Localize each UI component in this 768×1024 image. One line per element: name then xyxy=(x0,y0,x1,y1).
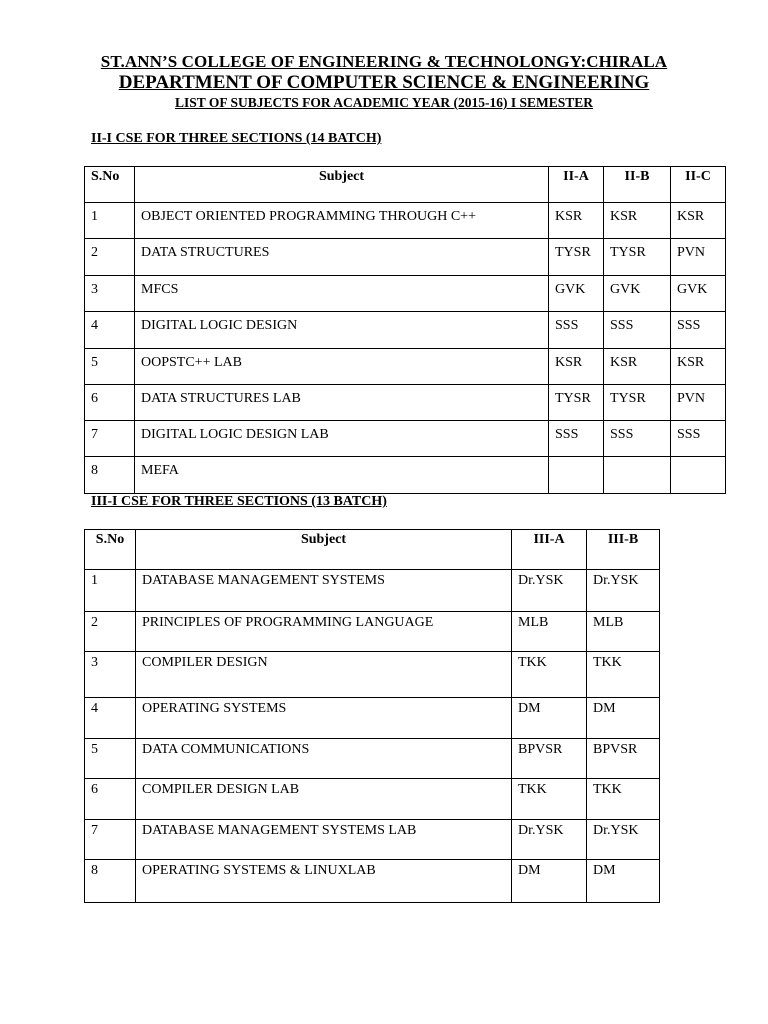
cell-faculty: TKK xyxy=(587,652,660,698)
cell-faculty: SSS xyxy=(549,421,604,457)
section1-table xyxy=(84,166,726,494)
cell-faculty: DM xyxy=(512,698,587,739)
cell-faculty: GVK xyxy=(604,276,671,312)
table-row xyxy=(85,385,726,421)
cell-faculty: PVN xyxy=(671,385,726,421)
col-header-section: III-B xyxy=(587,530,660,570)
table-row xyxy=(85,349,726,385)
cell-faculty xyxy=(549,457,604,494)
cell-sno: 1 xyxy=(85,203,135,239)
table-header-row xyxy=(85,167,726,203)
table-row xyxy=(85,312,726,349)
cell-faculty: KSR xyxy=(671,203,726,239)
cell-sno: 8 xyxy=(85,457,135,494)
cell-sno: 6 xyxy=(85,779,136,820)
table-row xyxy=(85,820,660,860)
cell-sno: 1 xyxy=(85,570,136,612)
col-header-section: II-A xyxy=(549,167,604,203)
cell-subject: OOPSTC++ LAB xyxy=(135,349,549,385)
cell-subject: OPERATING SYSTEMS xyxy=(136,698,512,739)
cell-faculty: Dr.YSK xyxy=(587,820,660,860)
cell-faculty: SSS xyxy=(671,421,726,457)
cell-subject: DIGITAL LOGIC DESIGN LAB xyxy=(135,421,549,457)
col-header-sno: S.No xyxy=(85,167,135,203)
cell-faculty: KSR xyxy=(549,349,604,385)
cell-subject: DATABASE MANAGEMENT SYSTEMS xyxy=(136,570,512,612)
cell-faculty: DM xyxy=(587,698,660,739)
col-header-subject: Subject xyxy=(136,530,512,570)
table-row xyxy=(85,698,660,739)
table-row xyxy=(85,612,660,652)
cell-subject: MFCS xyxy=(135,276,549,312)
cell-faculty: TYSR xyxy=(549,385,604,421)
cell-faculty: TYSR xyxy=(604,239,671,276)
college-title: ST.ANN’S COLLEGE OF ENGINEERING & TECHNOLONGY:CHIRALA xyxy=(100,52,668,71)
table-row xyxy=(85,421,726,457)
col-header-section: II-C xyxy=(671,167,726,203)
table-row xyxy=(85,239,726,276)
cell-subject: DATA STRUCTURES LAB xyxy=(135,385,549,421)
col-header-section: II-B xyxy=(604,167,671,203)
cell-sno: 4 xyxy=(85,312,135,349)
cell-faculty: Dr.YSK xyxy=(512,570,587,612)
cell-subject: DATA COMMUNICATIONS xyxy=(136,739,512,779)
cell-sno: 6 xyxy=(85,385,135,421)
cell-sno: 2 xyxy=(85,239,135,276)
cell-faculty: TYSR xyxy=(549,239,604,276)
cell-faculty: KSR xyxy=(604,349,671,385)
cell-faculty: MLB xyxy=(587,612,660,652)
section2-title: III-I CSE FOR THREE SECTIONS (13 BATCH) xyxy=(91,494,387,509)
table-row xyxy=(85,276,726,312)
cell-faculty: MLB xyxy=(512,612,587,652)
cell-subject: DATA STRUCTURES xyxy=(135,239,549,276)
col-header-sno: S.No xyxy=(85,530,136,570)
section2-table xyxy=(84,529,660,903)
cell-faculty: Dr.YSK xyxy=(512,820,587,860)
cell-faculty: Dr.YSK xyxy=(587,570,660,612)
cell-sno: 3 xyxy=(85,652,136,698)
cell-subject: COMPILER DESIGN xyxy=(136,652,512,698)
cell-faculty xyxy=(671,457,726,494)
cell-faculty: DM xyxy=(512,860,587,903)
cell-faculty: PVN xyxy=(671,239,726,276)
table-row xyxy=(85,739,660,779)
table-row xyxy=(85,570,660,612)
col-header-subject: Subject xyxy=(135,167,549,203)
table-row xyxy=(85,652,660,698)
cell-sno: 7 xyxy=(85,421,135,457)
cell-sno: 8 xyxy=(85,860,136,903)
cell-subject: OBJECT ORIENTED PROGRAMMING THROUGH C++ xyxy=(135,203,549,239)
cell-faculty: TKK xyxy=(512,779,587,820)
cell-faculty: GVK xyxy=(549,276,604,312)
table-row xyxy=(85,779,660,820)
cell-faculty: TKK xyxy=(587,779,660,820)
section1-title: II-I CSE FOR THREE SECTIONS (14 BATCH) xyxy=(91,131,382,146)
cell-faculty: KSR xyxy=(604,203,671,239)
cell-faculty: KSR xyxy=(671,349,726,385)
col-header-section: III-A xyxy=(512,530,587,570)
cell-faculty: SSS xyxy=(671,312,726,349)
cell-subject: PRINCIPLES OF PROGRAMMING LANGUAGE xyxy=(136,612,512,652)
cell-faculty: BPVSR xyxy=(587,739,660,779)
cell-sno: 3 xyxy=(85,276,135,312)
cell-faculty: SSS xyxy=(549,312,604,349)
cell-faculty xyxy=(604,457,671,494)
cell-subject: DATABASE MANAGEMENT SYSTEMS LAB xyxy=(136,820,512,860)
cell-sno: 4 xyxy=(85,698,136,739)
cell-sno: 5 xyxy=(85,349,135,385)
cell-sno: 2 xyxy=(85,612,136,652)
cell-subject: MEFA xyxy=(135,457,549,494)
table-row xyxy=(85,203,726,239)
cell-faculty: SSS xyxy=(604,421,671,457)
cell-faculty: TKK xyxy=(512,652,587,698)
department-title: DEPARTMENT OF COMPUTER SCIENCE & ENGINEERING xyxy=(118,72,650,93)
cell-faculty: BPVSR xyxy=(512,739,587,779)
cell-sno: 5 xyxy=(85,739,136,779)
list-title: LIST OF SUBJECTS FOR ACADEMIC YEAR (2015-16) I SEMESTER xyxy=(174,95,594,110)
cell-faculty: TYSR xyxy=(604,385,671,421)
table-header-row xyxy=(85,530,660,570)
cell-subject: COMPILER DESIGN LAB xyxy=(136,779,512,820)
cell-faculty: SSS xyxy=(604,312,671,349)
cell-subject: DIGITAL LOGIC DESIGN xyxy=(135,312,549,349)
cell-faculty: DM xyxy=(587,860,660,903)
cell-sno: 7 xyxy=(85,820,136,860)
cell-faculty: GVK xyxy=(671,276,726,312)
cell-subject: OPERATING SYSTEMS & LINUXLAB xyxy=(136,860,512,903)
cell-faculty: KSR xyxy=(549,203,604,239)
table-row xyxy=(85,860,660,903)
table-row xyxy=(85,457,726,494)
